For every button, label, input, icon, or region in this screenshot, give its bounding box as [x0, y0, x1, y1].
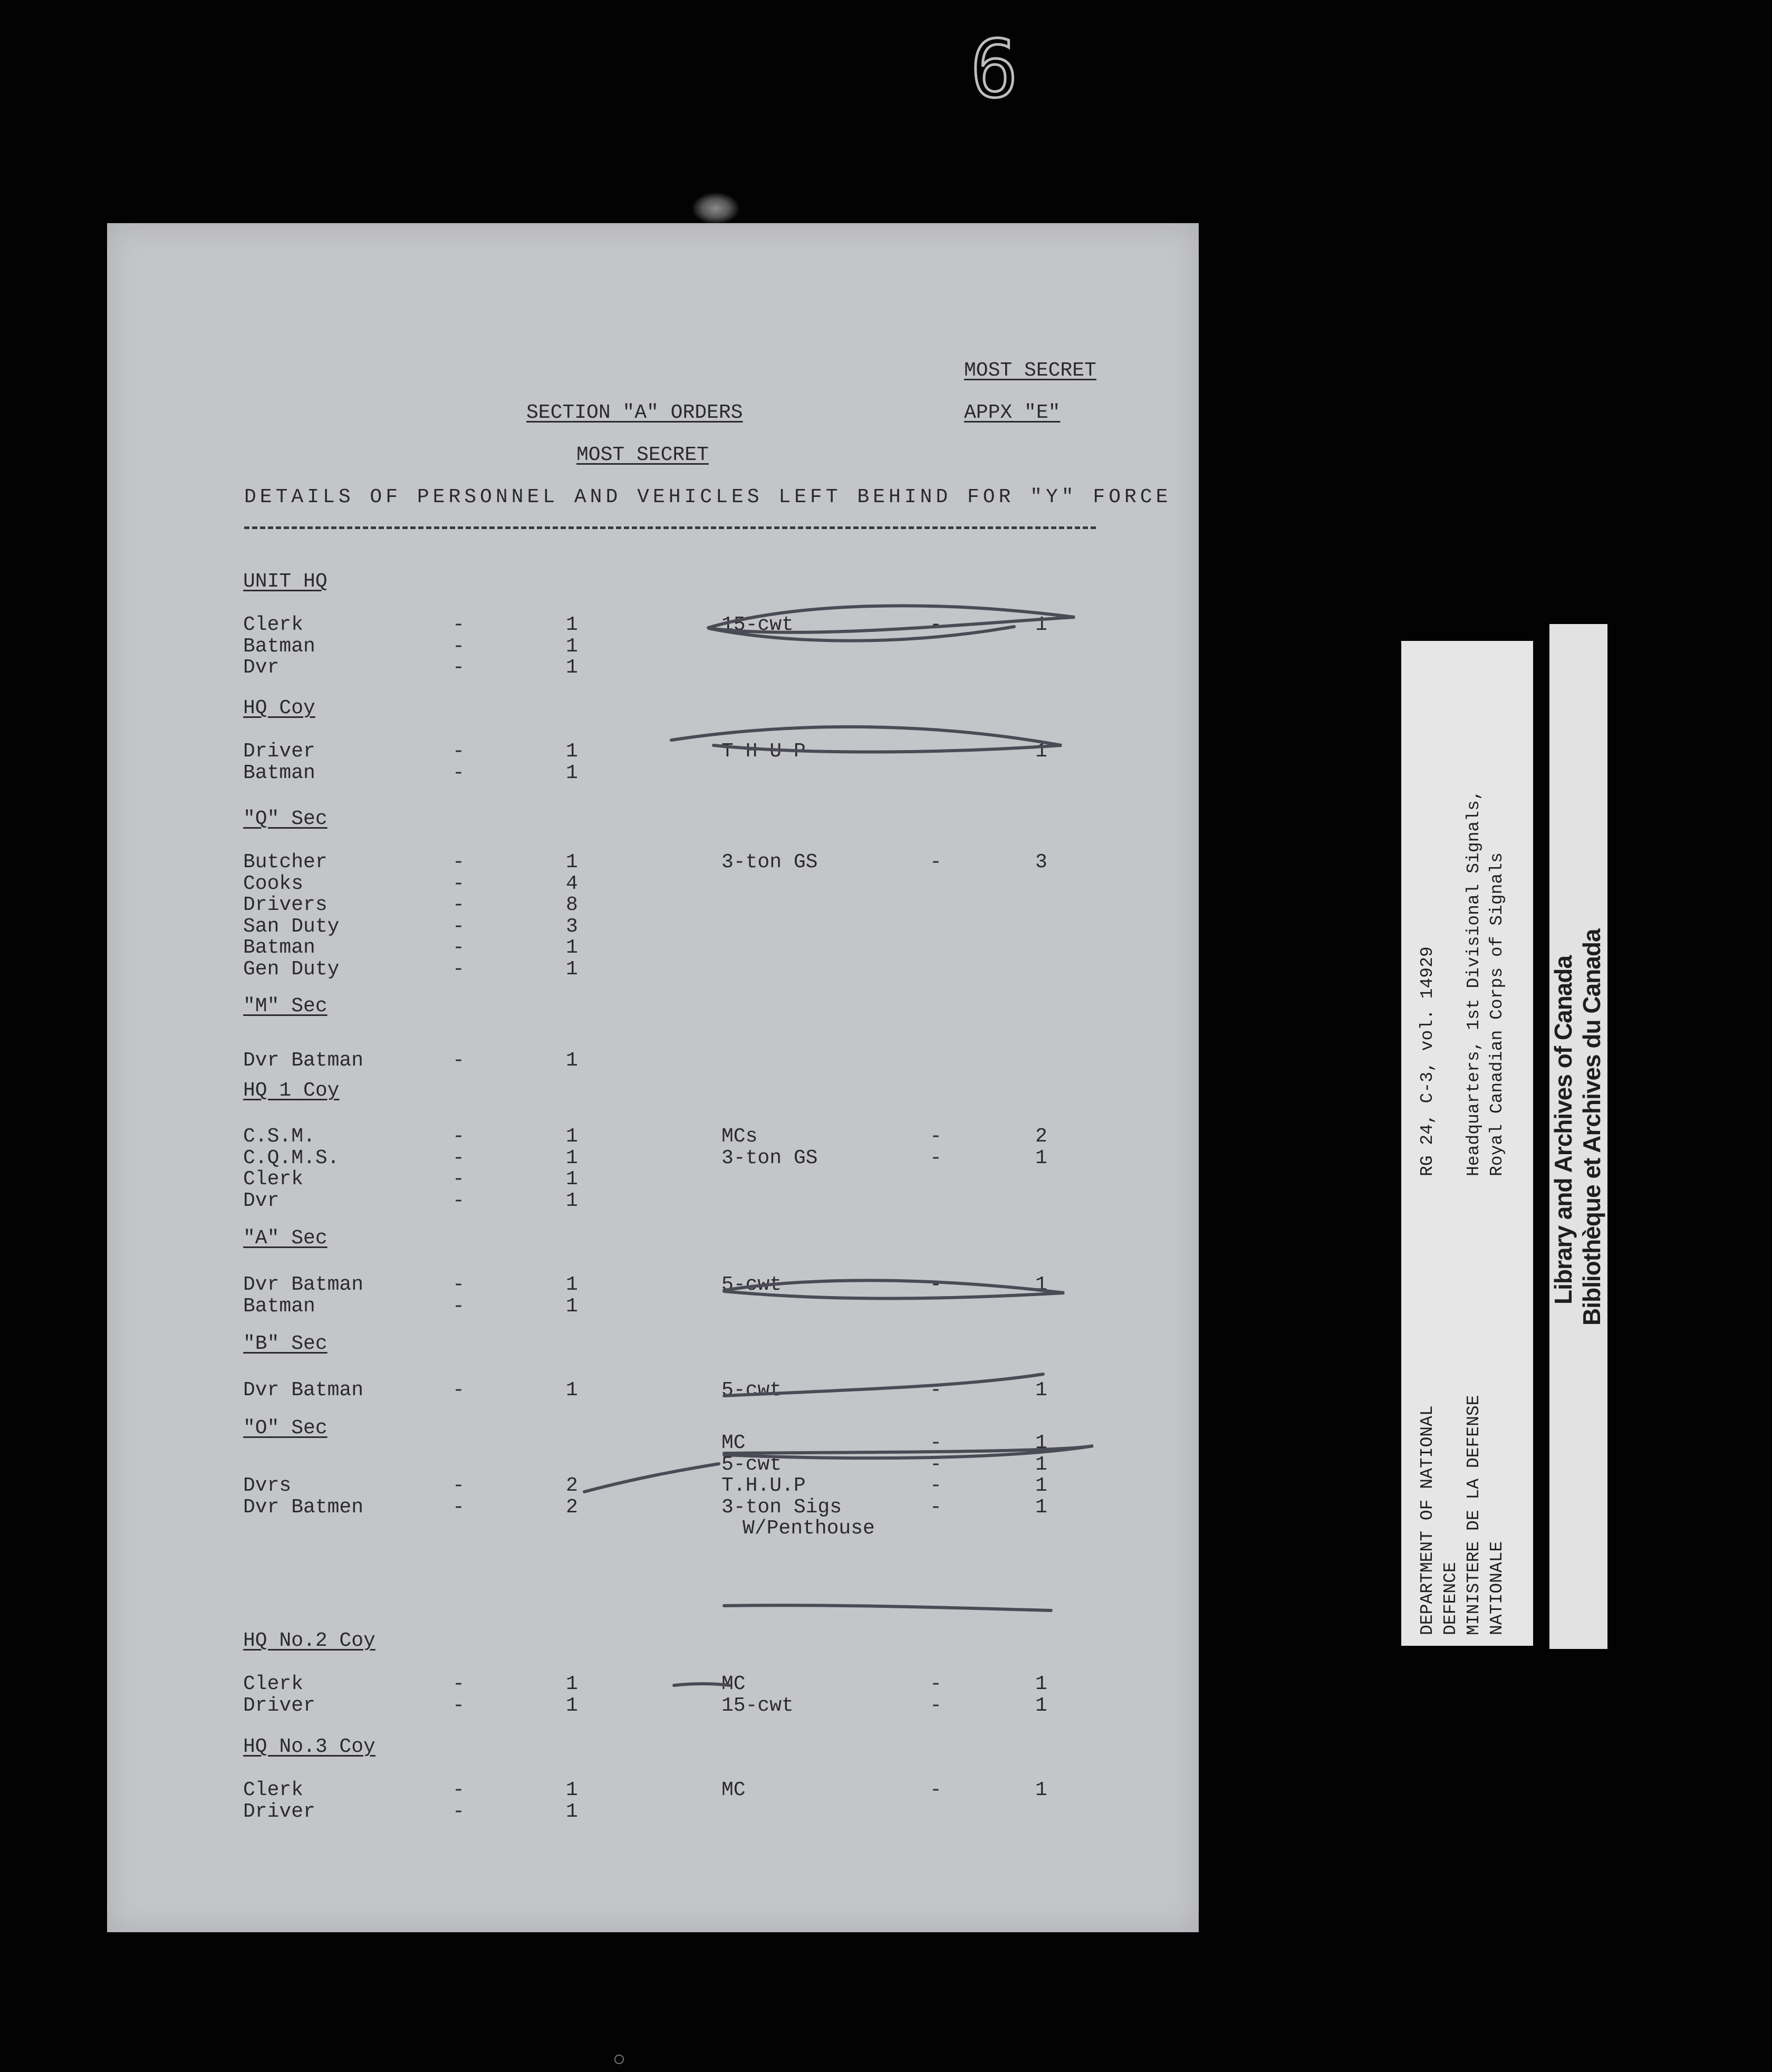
vehicle-count: 1 — [1035, 1673, 1047, 1695]
vehicle-type: MC — [721, 1673, 746, 1695]
document-title: DETAILS OF PERSONNEL AND VEHICLES LEFT BEHIND FOR "Y" FORCE — [244, 486, 1172, 509]
personnel-dash: - — [452, 613, 465, 636]
group-heading: HQ 1 Coy — [243, 1079, 340, 1102]
vehicle-count: 1 — [1035, 613, 1047, 636]
classification-top: MOST SECRET — [964, 359, 1096, 382]
document-page — [107, 223, 1199, 1932]
group-heading: "B" Sec — [243, 1332, 328, 1355]
personnel-count: 2 — [566, 1474, 578, 1497]
frame-number: 6 — [970, 24, 1018, 116]
stamp-english: Library and Archives of Canada — [1549, 955, 1577, 1304]
personnel-count: 1 — [566, 1189, 578, 1212]
vehicle-count: 1 — [1035, 1432, 1047, 1454]
vehicle-type: 5-cwt — [721, 1379, 782, 1402]
personnel-dash: - — [452, 957, 465, 981]
personnel-dash: - — [452, 1673, 465, 1695]
personnel-count: 1 — [566, 761, 578, 784]
ink-smudge — [692, 193, 739, 224]
personnel-dash: - — [452, 1800, 465, 1823]
personnel-dash: - — [452, 1273, 465, 1296]
vehicle-dash: - — [930, 1474, 942, 1497]
personnel-dash: - — [452, 1189, 465, 1212]
personnel-role: Dvr Batman — [243, 1379, 364, 1402]
vehicle-count: 1 — [1035, 1146, 1047, 1169]
personnel-dash: - — [452, 851, 465, 874]
personnel-count: 1 — [566, 957, 578, 981]
personnel-role: San Duty — [243, 915, 340, 938]
personnel-count: 8 — [566, 894, 578, 916]
personnel-count: 1 — [566, 1294, 578, 1318]
vehicle-type: 15-cwt — [721, 1694, 794, 1717]
vehicle-count: 1 — [1035, 1495, 1047, 1519]
vehicle-count: 1 — [1035, 1379, 1047, 1402]
personnel-count: 1 — [566, 1694, 578, 1717]
personnel-count: 1 — [566, 1379, 578, 1402]
personnel-count: 1 — [566, 1125, 578, 1148]
group-heading: "Q" Sec — [243, 808, 328, 830]
personnel-dash: - — [452, 1474, 465, 1497]
appendix-label: APPX "E" — [964, 401, 1061, 424]
section-title: SECTION "A" ORDERS — [526, 401, 743, 424]
personnel-role: Clerk — [243, 1673, 304, 1695]
label-unit: Headquarters, 1st Divisional Signals, — [1464, 790, 1484, 1176]
personnel-dash: - — [452, 936, 465, 959]
vehicle-dash: - — [930, 1273, 942, 1296]
personnel-dash: - — [452, 1495, 465, 1519]
vehicle-type: MC — [721, 1779, 746, 1801]
label-department: DEPARTMENT OF NATIONAL — [1418, 1405, 1437, 1635]
label-reference: RG 24, C-3, vol. 14929 — [1418, 946, 1437, 1176]
personnel-count: 1 — [566, 1800, 578, 1823]
personnel-count: 1 — [566, 936, 578, 959]
label-department-2: DEFENCE — [1441, 1562, 1460, 1635]
vehicle-dash: - — [930, 1694, 942, 1717]
personnel-dash: - — [452, 915, 465, 938]
personnel-dash: - — [452, 1379, 465, 1402]
vehicle-type: T H U P — [721, 740, 806, 763]
group-heading: "O" Sec — [243, 1417, 328, 1440]
personnel-dash: - — [452, 1294, 465, 1318]
personnel-role: Batman — [243, 936, 315, 959]
personnel-count: 1 — [566, 740, 578, 763]
personnel-role: Dvr — [243, 1189, 280, 1212]
title-rule — [244, 526, 1096, 529]
vehicle-dash: - — [930, 1495, 942, 1519]
vehicle-type: 3-ton GS — [721, 851, 818, 874]
vehicle-dash: - — [930, 1146, 942, 1169]
vehicle-type: 3-ton GS — [721, 1146, 818, 1169]
vehicle-count: 1 — [1035, 1453, 1047, 1476]
personnel-dash: - — [452, 1694, 465, 1717]
personnel-count: 3 — [566, 915, 578, 938]
vehicle-type: 5-cwt — [721, 1273, 782, 1296]
personnel-dash: - — [452, 894, 465, 916]
vehicle-count: 1 — [1035, 1779, 1047, 1801]
personnel-role: Driver — [243, 1694, 315, 1717]
personnel-dash: - — [452, 1779, 465, 1801]
archive-reference-label — [1401, 641, 1533, 1646]
stamp-french: Bibliothèque et Archives du Canada — [1578, 929, 1605, 1326]
film-mark — [614, 2055, 624, 2064]
vehicle-dash: - — [930, 613, 942, 636]
personnel-dash: - — [452, 740, 465, 763]
vehicle-type: MCs — [721, 1125, 758, 1148]
personnel-count: 1 — [566, 1168, 578, 1191]
vehicle-type: W/Penthouse — [743, 1517, 875, 1540]
personnel-role: C.Q.M.S. — [243, 1146, 340, 1169]
vehicle-type: 5-cwt — [721, 1453, 782, 1476]
vehicle-dash: - — [930, 1379, 942, 1402]
vehicle-count: 2 — [1035, 1125, 1047, 1148]
personnel-role: Drivers — [243, 894, 328, 916]
personnel-role: Batman — [243, 1294, 315, 1318]
personnel-role: Clerk — [243, 1168, 304, 1191]
personnel-role: Cooks — [243, 872, 304, 895]
personnel-role: Butcher — [243, 851, 328, 874]
vehicle-dash: - — [930, 1779, 942, 1801]
personnel-role: Dvr Batman — [243, 1273, 364, 1296]
personnel-count: 2 — [566, 1495, 578, 1519]
vehicle-type: 15-cwt — [721, 613, 794, 636]
personnel-role: Driver — [243, 1800, 315, 1823]
personnel-count: 4 — [566, 872, 578, 895]
label-ministere-2: NATIONALE — [1487, 1541, 1507, 1635]
personnel-role: Dvr — [243, 656, 280, 679]
vehicle-count: 3 — [1035, 851, 1047, 874]
personnel-count: 1 — [566, 1049, 578, 1072]
personnel-role: Driver — [243, 740, 315, 763]
personnel-role: Batman — [243, 635, 315, 658]
personnel-dash: - — [452, 1125, 465, 1148]
vehicle-count: 1 — [1035, 1694, 1047, 1717]
personnel-count: 1 — [566, 613, 578, 636]
label-unit-2: Royal Canadian Corps of Signals — [1487, 852, 1507, 1176]
personnel-dash: - — [452, 872, 465, 895]
vehicle-count: 1 — [1035, 1474, 1047, 1497]
personnel-role: Clerk — [243, 613, 304, 636]
vehicle-dash: - — [930, 740, 942, 763]
group-heading: HQ Coy — [243, 697, 315, 720]
personnel-role: Gen Duty — [243, 957, 340, 981]
group-heading: HQ No.2 Coy — [243, 1629, 375, 1652]
personnel-role: C.S.M. — [243, 1125, 315, 1148]
personnel-count: 1 — [566, 635, 578, 658]
personnel-role: Clerk — [243, 1779, 304, 1801]
group-heading: "M" Sec — [243, 995, 328, 1018]
vehicle-dash: - — [930, 1673, 942, 1695]
personnel-role: Dvrs — [243, 1474, 292, 1497]
label-ministere: MINISTERE DE LA DEFENSE — [1464, 1395, 1484, 1635]
vehicle-type: MC — [721, 1432, 746, 1454]
personnel-role: Dvr Batman — [243, 1049, 364, 1072]
personnel-count: 1 — [566, 1673, 578, 1695]
personnel-role: Batman — [243, 761, 315, 784]
vehicle-type: 3-ton Sigs — [721, 1495, 842, 1519]
vehicle-dash: - — [930, 1125, 942, 1148]
vehicle-dash: - — [930, 851, 942, 874]
personnel-dash: - — [452, 1146, 465, 1169]
personnel-dash: - — [452, 1049, 465, 1072]
classification-center: MOST SECRET — [576, 444, 709, 466]
vehicle-dash: - — [930, 1432, 942, 1454]
personnel-dash: - — [452, 656, 465, 679]
vehicle-dash: - — [930, 1453, 942, 1476]
personnel-count: 1 — [566, 1146, 578, 1169]
vehicle-type: T.H.U.P — [721, 1474, 806, 1497]
personnel-dash: - — [452, 635, 465, 658]
personnel-dash: - — [452, 761, 465, 784]
personnel-dash: - — [452, 1168, 465, 1191]
group-heading: UNIT HQ — [243, 570, 328, 593]
vehicle-count: 1 — [1035, 1273, 1047, 1296]
personnel-count: 1 — [566, 1273, 578, 1296]
vehicle-count: 1 — [1035, 740, 1047, 763]
personnel-count: 1 — [566, 1779, 578, 1801]
group-heading: HQ No.3 Coy — [243, 1735, 375, 1758]
personnel-role: Dvr Batmen — [243, 1495, 364, 1519]
personnel-count: 1 — [566, 851, 578, 874]
archive-stamp — [1549, 624, 1607, 1649]
personnel-count: 1 — [566, 656, 578, 679]
group-heading: "A" Sec — [243, 1227, 328, 1250]
